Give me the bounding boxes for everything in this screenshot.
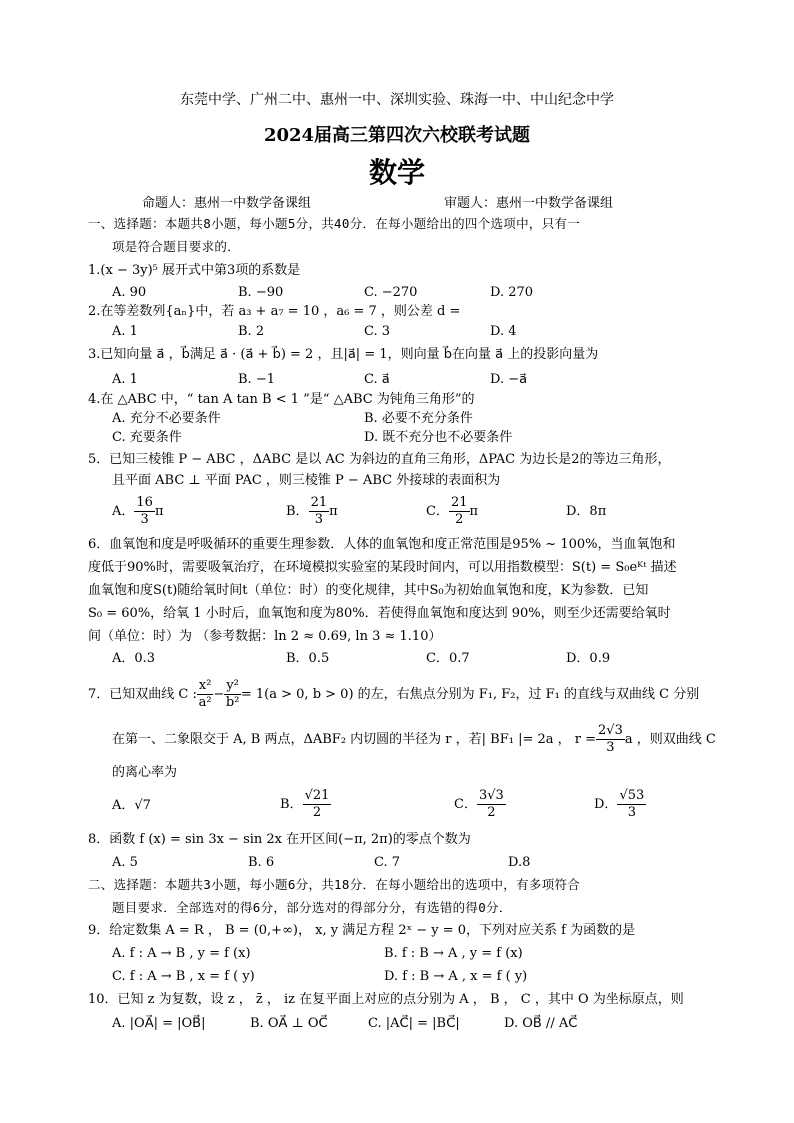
q4-option-b: B. 必要不充分条件: [364, 411, 473, 426]
q4-option-a: A. 充分不必要条件: [112, 411, 221, 426]
q2-option-d: D. 4: [490, 324, 517, 339]
q9-stem: 9．给定数集 A = R ， B = (0,+∞)， x, y 满足方程 2ˣ − y = 0，下列对应关系 f 为函数的是: [88, 923, 636, 938]
q9-option-b: B. f : B → A , y = f (x): [384, 946, 523, 961]
q2-option-c: C. 3: [364, 324, 391, 339]
q3-option-b: B. −1: [238, 372, 275, 387]
q10-stem: 10．已知 z 为复数，设 z ， z̄ ， iz 在复平面上对应的点分别为 A ， B ， C ，其中 O 为坐标原点，则: [88, 992, 684, 1007]
q6-line1: 6．血氧饱和度是呼吸循环的重要生理参数．人体的血氧饱和度正常范围是95% ~ 100%，当血氧饱和: [88, 537, 676, 552]
q8-stem: 8．函数 f (x) = sin 3x − sin 2x 在开区间(−π, 2π)的零点个数为: [88, 832, 471, 847]
q1-option-d: D. 270: [490, 285, 534, 300]
q9-option-d: D. f : B → A , x = f ( y): [384, 969, 528, 984]
q2-option-b: B. 2: [238, 324, 265, 339]
q6-line5: 间（单位：时）为 （参考数据：ln 2 ≈ 0.69, ln 3 ≈ 1.10）: [88, 629, 442, 644]
q6-option-d: D．0.9: [566, 651, 611, 666]
q3-option-c: C. a⃗: [364, 372, 390, 387]
schools-line: 东莞中学、广州二中、惠州一中、深圳实验、珠海一中、中山纪念中学: [180, 92, 614, 108]
q3-option-a: A. 1: [112, 372, 138, 387]
q5-option-a: A． $\frac{16}{3}$ π: [112, 495, 164, 527]
section1-line2: 项是符合题目要求的．: [112, 239, 241, 254]
q5-line2: 且平面 ABC ⊥ 平面 PAC ，则三棱锥 P − ABC 外接球的表面积为: [112, 473, 501, 488]
q6-option-c: C．0.7: [426, 651, 470, 666]
subject-title: 数学: [368, 156, 425, 189]
q6-line4: S₀ = 60%，给氧 1 小时后，血氧饱和度为80%．若使得血氧饱和度达到 90%，则至少还需要给氧时: [88, 606, 671, 621]
section1-line1: 一、选择题：本题共8小题，每小题5分，共40分．在每小题给出的四个选项中，只有一: [88, 216, 581, 231]
q1-option-b: B. −90: [238, 285, 284, 300]
q4-option-d: D. 既不充分也不必要条件: [364, 430, 513, 445]
q5-option-b: B． $\frac{21}{3}$ π: [286, 495, 338, 527]
setter-line: 命题人：惠州一中数学备课组: [142, 196, 312, 211]
q5-option-d: D．8π: [566, 504, 607, 519]
q3-stem: 3.已知向量 a⃗ ，b⃗满足 a⃗ · (a⃗ + b⃗) = 2 ，且|a⃗| = 1，则向量 b⃗在向量 a⃗ 上的投影向量为: [88, 347, 599, 362]
q5-option-c: C． $\frac{21}{2}$ π: [426, 495, 479, 527]
q4-stem: 4.在 △ABC 中，“ tan A tan B < 1 ”是“ △ABC 为钝角三角形”的: [88, 392, 475, 407]
q6-option-a: A．0.3: [112, 651, 156, 666]
section2-line1: 二、选择题：本题共3小题，每小题6分，共18分．在每小题给出的选项中，有多项符合: [88, 877, 581, 892]
q7-option-d: D． $\frac{√53}{3}$: [594, 788, 645, 820]
q8-option-c: C. 7: [374, 855, 401, 870]
q3-option-d: D. −a⃗: [490, 372, 528, 387]
exam-title: 2024届高三第四次六校联考试题: [263, 125, 531, 146]
q9-option-a: A. f : A → B , y = f (x): [112, 946, 251, 961]
q10-option-b: B. OA⃗ ⊥ OC⃗: [250, 1016, 328, 1031]
q9-option-c: C. f : A → B , x = f ( y): [112, 969, 255, 984]
q4-option-c: C. 充要条件: [112, 430, 182, 445]
q1-stem: 1.(x − 3y)⁵ 展开式中第3项的系数是: [88, 263, 301, 278]
section2-line2: 题目要求．全部选对的得6分，部分选对的得部分分，有选错的得0分．: [112, 900, 512, 915]
q7-option-a: A．√7: [112, 798, 151, 813]
q1-option-a: A. 90: [112, 285, 147, 300]
q7-option-c: C． $\frac{3√3}{2}$: [454, 788, 504, 820]
q6-line2: 度低于90%时，需要吸氧治疗，在环境模拟实验室的某段时间内，可以用指数模型：S(t) = S₀eᴷᵗ 描述: [88, 560, 677, 575]
q10-option-d: D. OB⃗ // AC⃗: [504, 1016, 578, 1031]
q1-option-c: C. −270: [364, 285, 418, 300]
q8-option-d: D.8: [508, 855, 531, 870]
reviewer-line: 审题人：惠州一中数学备课组: [444, 196, 614, 211]
q10-option-a: A. |OA⃗| = |OB⃗|: [112, 1016, 206, 1031]
q2-option-a: A. 1: [112, 324, 138, 339]
q8-option-b: B. 6: [248, 855, 275, 870]
q7-line3: 的离心率为: [112, 765, 178, 780]
q7-line2: 在第一、二象限交于 A, B 两点，ΔABF₂ 内切圆的半径为 r ，若| BF₁ |= 2a ， r = $\frac{2√3}{3}$ a ，则双曲线 C: [112, 723, 716, 755]
q10-option-c: C. |AC⃗| = |BC⃗|: [368, 1016, 460, 1031]
q6-option-b: B．0.5: [286, 651, 330, 666]
q6-line3: 血氧饱和度S(t)随给氧时间t（单位：时）的变化规律，其中S₀为初始血氧饱和度，K为参数．已知: [88, 583, 649, 598]
q8-option-a: A. 5: [112, 855, 138, 870]
q2-stem: 2.在等差数列{aₙ}中，若 a₃ + a₇ = 10 ，a₆ = 7 ，则公差 d =: [88, 304, 461, 319]
q7-option-b: B． $\frac{√21}{2}$: [280, 788, 330, 820]
q7-line1: 7．已知双曲线 C : $\frac{\text{x²}}{\text{a²}}$ − $\frac{\text{y²}}{\text{b²}}$ = 1(a > 0, b > 0) 的左，右焦点分别为 F₁, F₂，过 F₁ 的直线与双曲线 C 分别: [88, 678, 700, 710]
q5-line1: 5．已知三棱锥 P − ABC ，ΔABC 是以 AC 为斜边的直角三角形，ΔPAC 为边长是2的等边三角形，: [88, 452, 671, 467]
